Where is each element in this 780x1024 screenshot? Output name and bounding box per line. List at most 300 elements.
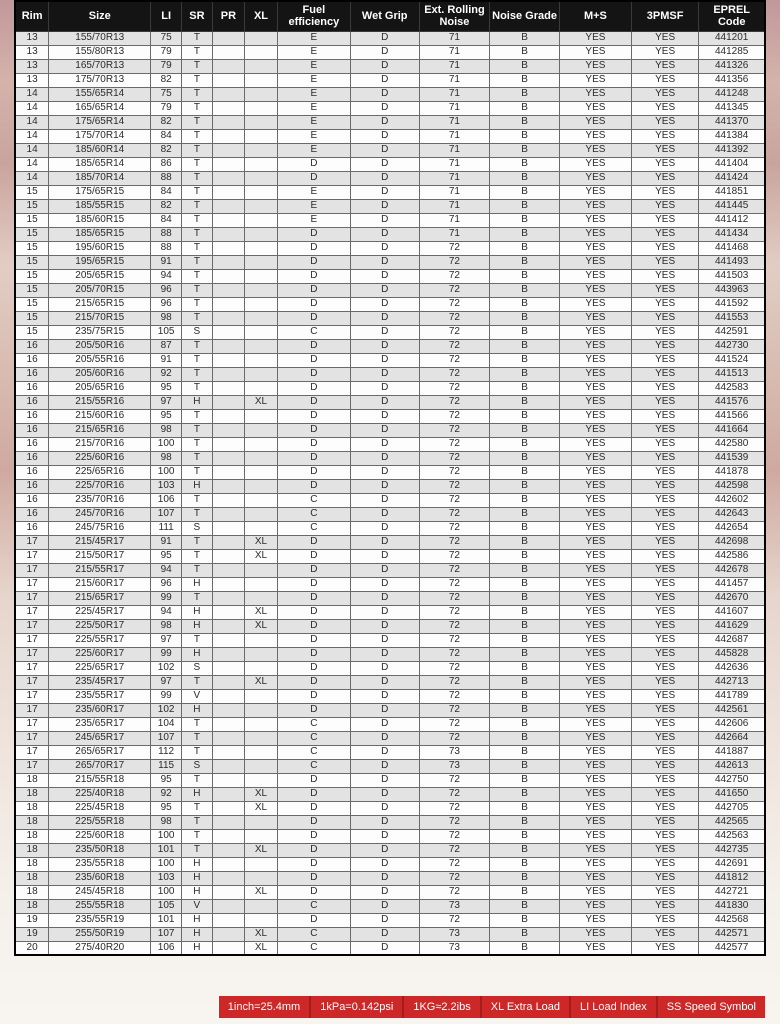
table-cell: 72	[419, 675, 489, 689]
table-cell: YES	[559, 689, 631, 703]
table-cell	[212, 801, 244, 815]
table-cell	[245, 479, 278, 493]
table-cell: 205/70R15	[49, 283, 151, 297]
table-cell: 155/70R13	[49, 31, 151, 45]
table-cell: 96	[151, 283, 182, 297]
table-cell	[245, 339, 278, 353]
table-cell: 73	[419, 941, 489, 955]
table-cell: 72	[419, 801, 489, 815]
column-header-fuel-efficiency: Fuel efficiency	[277, 1, 350, 31]
column-header-size: Size	[49, 1, 151, 31]
table-cell: YES	[631, 731, 698, 745]
table-cell: 442598	[699, 479, 765, 493]
table-row	[15, 241, 765, 255]
table-cell: D	[277, 871, 350, 885]
table-cell: B	[490, 213, 560, 227]
table-row	[15, 353, 765, 367]
table-cell: YES	[631, 913, 698, 927]
table-cell: D	[277, 283, 350, 297]
table-cell: D	[277, 591, 350, 605]
table-cell: 71	[419, 227, 489, 241]
table-cell	[212, 311, 244, 325]
table-cell: 185/60R14	[49, 143, 151, 157]
table-cell: 71	[419, 143, 489, 157]
table-cell: 98	[151, 311, 182, 325]
table-cell: T	[182, 815, 213, 829]
table-cell: 72	[419, 521, 489, 535]
table-cell: 255/50R19	[49, 927, 151, 941]
table-cell: YES	[631, 297, 698, 311]
table-cell: 107	[151, 507, 182, 521]
table-cell: 97	[151, 395, 182, 409]
table-cell: YES	[559, 143, 631, 157]
table-cell: 441457	[699, 577, 765, 591]
table-row	[15, 773, 765, 787]
table-cell: D	[350, 703, 419, 717]
table-cell: D	[277, 689, 350, 703]
table-cell: 205/50R16	[49, 339, 151, 353]
table-cell: 235/55R17	[49, 689, 151, 703]
table-cell: YES	[559, 213, 631, 227]
table-cell	[245, 73, 278, 87]
table-cell: YES	[631, 703, 698, 717]
table-row	[15, 843, 765, 857]
table-cell: YES	[559, 31, 631, 45]
table-cell: 72	[419, 437, 489, 451]
table-cell: T	[182, 115, 213, 129]
table-cell: T	[182, 241, 213, 255]
table-cell	[212, 101, 244, 115]
table-cell: YES	[631, 605, 698, 619]
table-cell: 185/60R15	[49, 213, 151, 227]
table-cell: XL	[245, 885, 278, 899]
legend-bar	[219, 996, 765, 1018]
table-cell: T	[182, 829, 213, 843]
table-cell: 215/45R17	[49, 535, 151, 549]
table-cell: T	[182, 199, 213, 213]
table-cell: T	[182, 255, 213, 269]
table-cell: D	[277, 395, 350, 409]
table-cell	[245, 899, 278, 913]
table-cell: XL	[245, 549, 278, 563]
table-row	[15, 339, 765, 353]
table-cell: C	[277, 493, 350, 507]
table-cell: 72	[419, 577, 489, 591]
table-cell: 16	[15, 451, 49, 465]
table-cell: 441576	[699, 395, 765, 409]
legend-item: 1inch=25.4mm	[227, 1001, 301, 1013]
table-cell: 72	[419, 479, 489, 493]
table-cell: 72	[419, 885, 489, 899]
table-cell: YES	[559, 255, 631, 269]
table-cell	[212, 31, 244, 45]
table-cell: 71	[419, 171, 489, 185]
table-cell: 72	[419, 563, 489, 577]
table-cell: YES	[631, 199, 698, 213]
table-cell: D	[350, 255, 419, 269]
table-row	[15, 549, 765, 563]
table-row	[15, 129, 765, 143]
table-cell	[212, 661, 244, 675]
table-cell: T	[182, 45, 213, 59]
table-cell: D	[277, 857, 350, 871]
table-row	[15, 563, 765, 577]
table-cell	[212, 815, 244, 829]
table-cell: B	[490, 591, 560, 605]
table-cell: B	[490, 647, 560, 661]
table-cell: B	[490, 31, 560, 45]
table-cell: 175/65R14	[49, 115, 151, 129]
table-cell: 94	[151, 269, 182, 283]
table-row	[15, 45, 765, 59]
table-cell: YES	[631, 843, 698, 857]
table-cell	[245, 773, 278, 787]
table-cell: 245/75R16	[49, 521, 151, 535]
table-cell: C	[277, 521, 350, 535]
table-cell: YES	[559, 339, 631, 353]
table-cell: 97	[151, 675, 182, 689]
table-cell: YES	[631, 59, 698, 73]
table-cell: 441248	[699, 87, 765, 101]
table-cell	[212, 829, 244, 843]
table-cell: XL	[245, 927, 278, 941]
table-cell: 73	[419, 899, 489, 913]
table-cell: YES	[559, 801, 631, 815]
table-row	[15, 199, 765, 213]
table-cell: 15	[15, 269, 49, 283]
column-header-xl: XL	[245, 1, 278, 31]
table-cell: 82	[151, 199, 182, 213]
table-row	[15, 101, 765, 115]
table-cell: 72	[419, 353, 489, 367]
table-cell: D	[350, 339, 419, 353]
table-row	[15, 521, 765, 535]
table-cell: T	[182, 843, 213, 857]
table-cell: 95	[151, 801, 182, 815]
table-cell	[245, 255, 278, 269]
column-header-noise-grade: Noise Grade	[490, 1, 560, 31]
table-cell: H	[182, 913, 213, 927]
table-cell: D	[350, 423, 419, 437]
table-cell: D	[350, 549, 419, 563]
table-cell: YES	[631, 353, 698, 367]
table-cell: B	[490, 409, 560, 423]
table-cell: 72	[419, 339, 489, 353]
table-cell: H	[182, 479, 213, 493]
table-cell: D	[277, 269, 350, 283]
table-cell: B	[490, 661, 560, 675]
table-cell: YES	[631, 465, 698, 479]
table-cell: 20	[15, 941, 49, 955]
table-row	[15, 409, 765, 423]
table-cell: 71	[419, 129, 489, 143]
table-cell: D	[350, 185, 419, 199]
table-cell	[245, 367, 278, 381]
table-cell: D	[277, 311, 350, 325]
table-cell: 97	[151, 633, 182, 647]
table-cell	[212, 269, 244, 283]
table-cell: 215/60R17	[49, 577, 151, 591]
table-cell: H	[182, 941, 213, 955]
table-cell: 155/80R13	[49, 45, 151, 59]
table-cell: D	[277, 227, 350, 241]
table-cell: D	[350, 857, 419, 871]
table-cell: B	[490, 325, 560, 339]
table-row	[15, 465, 765, 479]
table-cell: D	[350, 73, 419, 87]
table-cell: B	[490, 507, 560, 521]
table-cell: 442670	[699, 591, 765, 605]
table-cell: 215/65R16	[49, 423, 151, 437]
table-cell: D	[350, 717, 419, 731]
table-cell: 17	[15, 703, 49, 717]
table-cell: YES	[559, 899, 631, 913]
table-cell: B	[490, 703, 560, 717]
table-cell: B	[490, 59, 560, 73]
table-cell	[212, 437, 244, 451]
table-cell: 215/55R16	[49, 395, 151, 409]
table-cell: 71	[419, 59, 489, 73]
table-cell: YES	[631, 857, 698, 871]
column-header-m-s: M+S	[559, 1, 631, 31]
table-cell: YES	[631, 591, 698, 605]
table-cell: D	[350, 521, 419, 535]
table-cell: 215/70R15	[49, 311, 151, 325]
table-cell: 14	[15, 143, 49, 157]
table-cell: B	[490, 913, 560, 927]
table-cell: D	[350, 633, 419, 647]
table-cell: B	[490, 395, 560, 409]
table-cell: D	[350, 773, 419, 787]
table-cell: B	[490, 843, 560, 857]
table-cell: D	[350, 143, 419, 157]
table-cell	[212, 59, 244, 73]
table-cell: B	[490, 689, 560, 703]
table-cell	[212, 283, 244, 297]
table-cell: T	[182, 409, 213, 423]
table-cell: D	[350, 507, 419, 521]
table-cell: 72	[419, 591, 489, 605]
table-cell: D	[277, 255, 350, 269]
table-cell	[212, 717, 244, 731]
table-cell	[212, 297, 244, 311]
table-cell: T	[182, 367, 213, 381]
table-row	[15, 717, 765, 731]
table-cell: 17	[15, 549, 49, 563]
table-cell: 441503	[699, 269, 765, 283]
table-cell: YES	[559, 675, 631, 689]
table-row	[15, 535, 765, 549]
table-row	[15, 325, 765, 339]
table-cell: 14	[15, 157, 49, 171]
table-cell: 441566	[699, 409, 765, 423]
table-cell: 17	[15, 619, 49, 633]
table-cell	[245, 199, 278, 213]
table-cell: 72	[419, 269, 489, 283]
table-cell: 17	[15, 535, 49, 549]
table-row	[15, 115, 765, 129]
table-cell: 15	[15, 227, 49, 241]
table-cell: YES	[631, 227, 698, 241]
table-cell: 441326	[699, 59, 765, 73]
table-cell: 441201	[699, 31, 765, 45]
table-cell	[245, 87, 278, 101]
table-cell: B	[490, 255, 560, 269]
table-cell: D	[350, 437, 419, 451]
table-cell: B	[490, 87, 560, 101]
table-cell: 441424	[699, 171, 765, 185]
table-cell: 14	[15, 87, 49, 101]
table-cell: YES	[559, 843, 631, 857]
table-cell: YES	[559, 409, 631, 423]
table-cell: 245/45R18	[49, 885, 151, 899]
table-cell: D	[350, 171, 419, 185]
table-cell: YES	[559, 549, 631, 563]
table-cell: 84	[151, 185, 182, 199]
table-cell: T	[182, 269, 213, 283]
table-cell	[212, 213, 244, 227]
table-cell: 16	[15, 493, 49, 507]
table-cell	[212, 171, 244, 185]
table-cell: 441356	[699, 73, 765, 87]
table-cell: H	[182, 619, 213, 633]
table-cell: 442568	[699, 913, 765, 927]
table-cell: YES	[631, 269, 698, 283]
legend-item: 1KG≈2.2ibs	[402, 996, 479, 1018]
table-cell: YES	[559, 535, 631, 549]
table-cell: B	[490, 493, 560, 507]
table-cell: 99	[151, 647, 182, 661]
table-cell: 72	[419, 787, 489, 801]
table-cell	[245, 815, 278, 829]
table-row	[15, 899, 765, 913]
table-cell	[212, 227, 244, 241]
table-cell: 215/70R16	[49, 437, 151, 451]
table-cell: B	[490, 815, 560, 829]
table-cell: T	[182, 143, 213, 157]
table-row	[15, 381, 765, 395]
table-cell: B	[490, 675, 560, 689]
table-cell: YES	[631, 521, 698, 535]
table-cell: 72	[419, 325, 489, 339]
table-cell: 16	[15, 409, 49, 423]
table-cell: 16	[15, 367, 49, 381]
table-cell: T	[182, 339, 213, 353]
table-cell	[212, 199, 244, 213]
table-cell: XL	[245, 941, 278, 955]
table-row	[15, 213, 765, 227]
table-cell: 71	[419, 45, 489, 59]
table-cell: 441493	[699, 255, 765, 269]
table-cell: H	[182, 857, 213, 871]
table-cell	[212, 577, 244, 591]
table-row	[15, 913, 765, 927]
table-cell: 82	[151, 115, 182, 129]
table-cell: 15	[15, 283, 49, 297]
table-cell: YES	[631, 577, 698, 591]
table-cell: 71	[419, 101, 489, 115]
table-cell: C	[277, 325, 350, 339]
table-cell: 225/65R16	[49, 465, 151, 479]
table-row	[15, 927, 765, 941]
table-row	[15, 423, 765, 437]
table-cell: 225/60R16	[49, 451, 151, 465]
table-cell: D	[277, 409, 350, 423]
table-cell	[245, 59, 278, 73]
table-cell: XL	[245, 535, 278, 549]
table-cell: 71	[419, 199, 489, 213]
table-cell: D	[350, 297, 419, 311]
table-cell: 18	[15, 857, 49, 871]
table-cell: B	[490, 283, 560, 297]
table-cell: B	[490, 227, 560, 241]
table-cell: T	[182, 717, 213, 731]
table-cell: 225/55R17	[49, 633, 151, 647]
table-cell: V	[182, 899, 213, 913]
table-cell: 16	[15, 479, 49, 493]
table-cell	[245, 521, 278, 535]
table-cell: 442571	[699, 927, 765, 941]
table-cell: YES	[631, 283, 698, 297]
table-cell: YES	[559, 157, 631, 171]
column-header-eprel-code: EPREL Code	[699, 1, 765, 31]
table-cell: YES	[559, 185, 631, 199]
table-cell: B	[490, 451, 560, 465]
table-cell: D	[350, 325, 419, 339]
table-cell	[245, 283, 278, 297]
table-cell	[245, 297, 278, 311]
table-cell: 73	[419, 745, 489, 759]
table-cell: YES	[559, 759, 631, 773]
table-cell: 111	[151, 521, 182, 535]
table-cell: B	[490, 171, 560, 185]
table-cell: 19	[15, 913, 49, 927]
table-cell	[212, 773, 244, 787]
table-cell: 445828	[699, 647, 765, 661]
table-cell: YES	[631, 815, 698, 829]
table-cell: YES	[631, 171, 698, 185]
table-cell: 72	[419, 283, 489, 297]
table-cell	[245, 437, 278, 451]
table-cell: 19	[15, 927, 49, 941]
table-row	[15, 801, 765, 815]
table-cell: 441513	[699, 367, 765, 381]
table-cell: E	[277, 59, 350, 73]
table-cell: YES	[631, 129, 698, 143]
table-cell: 75	[151, 87, 182, 101]
table-cell	[212, 423, 244, 437]
table-cell: YES	[631, 535, 698, 549]
table-cell: T	[182, 773, 213, 787]
table-cell: 72	[419, 647, 489, 661]
table-cell: 15	[15, 185, 49, 199]
table-cell: 15	[15, 213, 49, 227]
table-cell: 72	[419, 913, 489, 927]
table-cell: C	[277, 717, 350, 731]
table-row	[15, 507, 765, 521]
table-cell: 442613	[699, 759, 765, 773]
table-cell: D	[350, 451, 419, 465]
table-cell	[245, 661, 278, 675]
table-cell: E	[277, 45, 350, 59]
table-cell: 72	[419, 731, 489, 745]
table-cell: T	[182, 437, 213, 451]
table-cell: D	[350, 829, 419, 843]
table-cell: YES	[559, 773, 631, 787]
table-cell: 105	[151, 899, 182, 913]
table-cell: YES	[631, 619, 698, 633]
table-cell: 94	[151, 563, 182, 577]
